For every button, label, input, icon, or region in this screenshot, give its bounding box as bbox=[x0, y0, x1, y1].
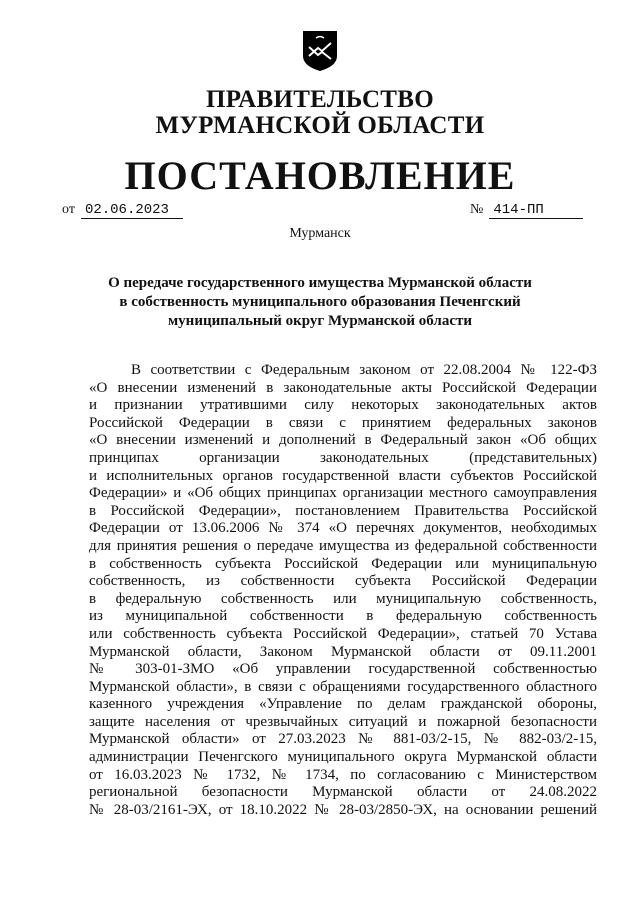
document-type-title: ПОСТАНОВЛЕНИЕ bbox=[124, 153, 516, 198]
body-text-line: администрации Печенгского муниципального округа Мурманской области bbox=[89, 749, 597, 766]
subject-line: в собственность муниципального образования Печенгский bbox=[119, 294, 521, 310]
organization-name-line1: ПРАВИТЕЛЬСТВО bbox=[206, 86, 434, 113]
body-text-line: № 28-03/2161-ЭХ, от 18.10.2022 № 28-03/2850-ЭХ, на основании решений bbox=[89, 801, 597, 818]
body-text-line: Мурманской области, Законом Мурманской области от 09.11.2001 bbox=[89, 643, 597, 660]
number-value: 414-ПП bbox=[489, 202, 583, 219]
body-text-line: и признании утратившими силу некоторых законодательных актов bbox=[89, 397, 597, 414]
document-number bbox=[470, 202, 583, 219]
number-prefix: № bbox=[470, 202, 484, 217]
body-text-line: и исполнительных органов государственной власти субъектов Российской bbox=[89, 467, 597, 484]
document-body bbox=[89, 362, 597, 819]
organization-name-line2: МУРМАНСКОЙ ОБЛАСТИ bbox=[155, 112, 485, 139]
body-text-line: в собственность субъекта Российской Федерации или муниципальную bbox=[89, 555, 597, 572]
body-text-line: Мурманской области», в связи с обращениями государственного областного bbox=[89, 678, 597, 695]
body-text-line: или собственность субъекта Российской Федерации», статьей 70 Устава bbox=[89, 625, 597, 642]
body-text-line: региональной безопасности Мурманской области от 24.08.2022 bbox=[89, 784, 597, 801]
body-text-line: Федерации от 13.06.2006 № 374 «О перечнях документов, необходимых bbox=[89, 520, 597, 537]
body-text-line: В соответствии с Федеральным законом от 22.08.2004 № 122-ФЗ bbox=[131, 362, 597, 378]
body-text-line: «О внесении изменений в законодательные акты Российской Федерации bbox=[89, 379, 597, 396]
body-text-line: в Российской Федерации», постановлением Правительства Российской bbox=[89, 502, 597, 519]
body-text-line: казенного учреждения «Управление по делам гражданской обороны, bbox=[89, 696, 597, 713]
body-text-line: из муниципальной собственности в федеральную собственность bbox=[89, 608, 597, 625]
body-text-line: Российской Федерации в связи с принятием федеральных законов bbox=[89, 414, 597, 431]
body-text-line: защите населения от чрезвычайных ситуаций и пожарной безопасности bbox=[89, 713, 597, 730]
body-text-line: в федеральную собственность или муниципальную собственность, bbox=[89, 590, 597, 607]
body-text-line: собственность, из собственности субъекта Российской Федерации bbox=[89, 573, 597, 590]
body-text-line: «О внесении изменений и дополнений в Федеральный закон «Об общих bbox=[89, 432, 597, 449]
body-text-line: Мурманской области» от 27.03.2023 № 881-03/2-15, № 882-03/2-15, bbox=[89, 731, 597, 748]
body-text-line: принципах организации законодательных (представительных) bbox=[89, 449, 597, 466]
document-date bbox=[62, 202, 183, 219]
city-name: Мурманск bbox=[289, 226, 351, 241]
body-text-line: для принятия решения о передаче имущества из федеральной собственности bbox=[89, 537, 597, 554]
body-text-line: № 303-01-ЗМО «Об управлении государственной собственностью bbox=[89, 661, 597, 678]
regional-coat-of-arms-icon bbox=[302, 30, 338, 72]
document-subject bbox=[0, 274, 640, 331]
body-text-line: Федерации» и «Об общих принципах организации местного самоуправления bbox=[89, 485, 597, 502]
subject-line: О передаче государственного имущества Мурманской области bbox=[108, 275, 532, 291]
body-text-line: от 16.03.2023 № 1732, № 1734, по согласованию с Министерством bbox=[89, 766, 597, 783]
date-prefix: от bbox=[62, 202, 75, 217]
date-value: 02.06.2023 bbox=[81, 202, 183, 219]
subject-line: муниципальный округ Мурманской области bbox=[167, 313, 473, 329]
